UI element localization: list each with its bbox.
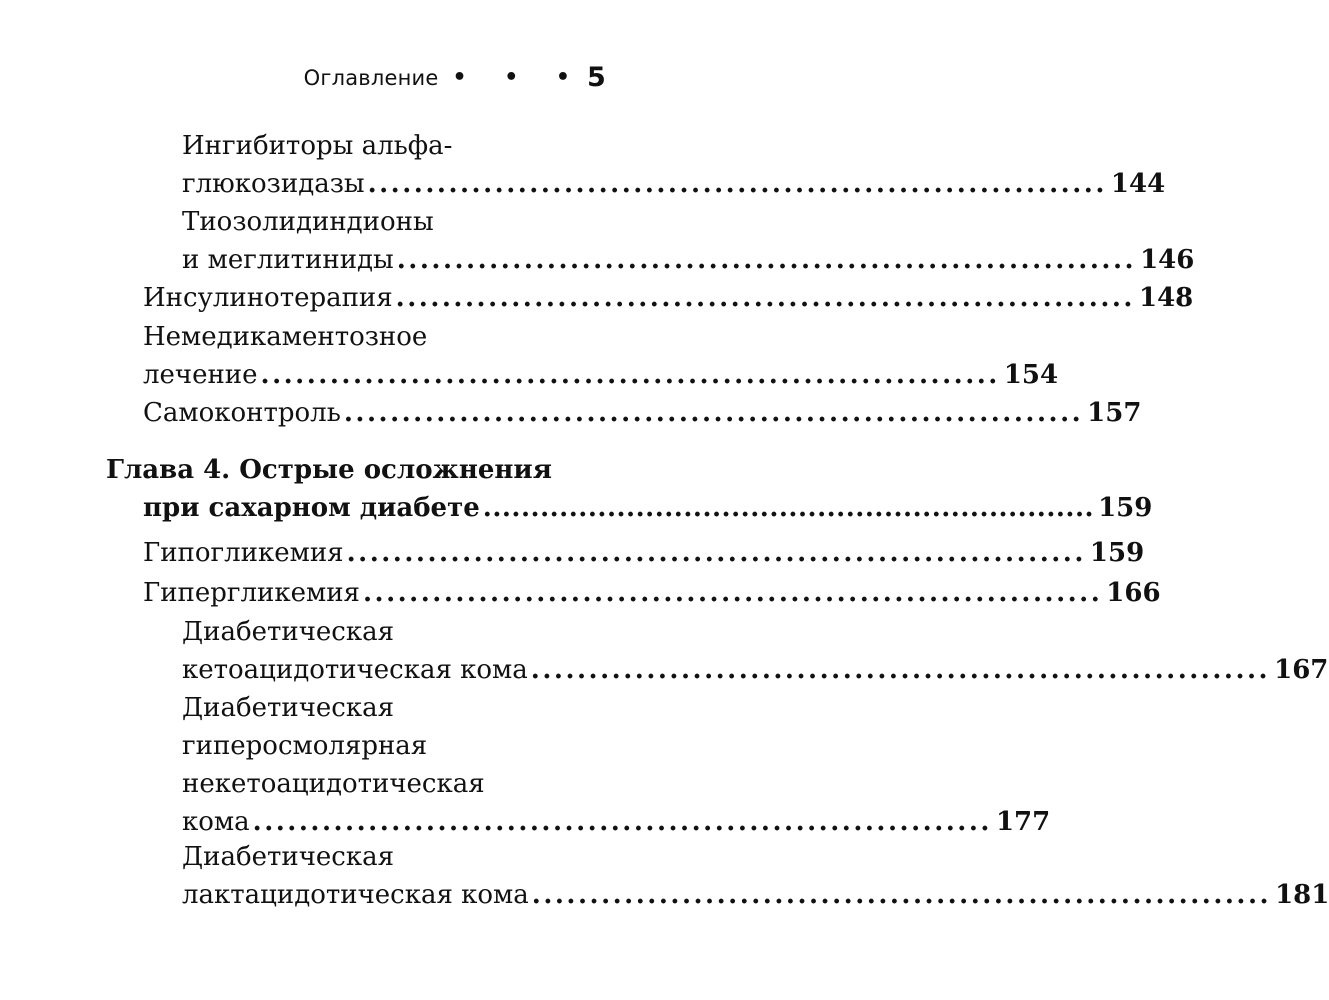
toc-entry-lactacidotic-coma bbox=[182, 838, 1329, 914]
toc-entry-title-line: Инсулинотерапия bbox=[143, 283, 393, 313]
toc-entry-hyperosmolar-coma bbox=[182, 689, 1051, 841]
toc-entry-title-line: Тиозолидиндионы bbox=[182, 207, 434, 237]
toc-entry-title-line: кома bbox=[182, 807, 250, 837]
toc-chapter-page: 159 bbox=[1098, 493, 1153, 523]
toc-entry-non-drug-treatment bbox=[143, 318, 1059, 394]
toc-entry-title-line: лактацидотическая кома bbox=[182, 880, 529, 910]
dot-leader: ................................................................ bbox=[252, 807, 992, 837]
dot-leader: ................................................................ bbox=[260, 360, 1000, 390]
toc-entry-title-line: Ингибиторы альфа- bbox=[182, 131, 453, 161]
dot-leader: ................................................................ bbox=[343, 398, 1084, 428]
toc-entry-self-control bbox=[143, 394, 1142, 432]
toc-entry-page: 167 bbox=[1274, 655, 1329, 685]
header-title: Оглавление bbox=[303, 65, 439, 90]
toc-entry-title-line: кетоацидотическая кома bbox=[182, 655, 528, 685]
toc-entry-insulin-therapy bbox=[143, 279, 1194, 317]
header-dots: • • • bbox=[452, 65, 585, 90]
toc-chapter-4 bbox=[106, 451, 1153, 527]
toc-entry-title-line: лечение bbox=[143, 360, 258, 390]
dot-leader: ................................................................ bbox=[367, 169, 1107, 199]
toc-entry-page: 181 bbox=[1275, 880, 1329, 910]
toc-entry-title-line: Гипергликемия bbox=[143, 578, 360, 608]
toc-entry-title-line: и меглитиниды bbox=[182, 245, 394, 275]
toc-entry-alpha-glucosidase bbox=[182, 127, 1166, 203]
toc-entry-page: 177 bbox=[995, 807, 1051, 837]
dot-leader: ................................................................ bbox=[346, 538, 1086, 568]
running-header bbox=[304, 62, 606, 93]
toc-entry-title-line: Самоконтроль bbox=[143, 398, 341, 428]
toc-entry-page: 157 bbox=[1087, 398, 1142, 428]
toc-entry-title-line: глюкозидазы bbox=[182, 169, 365, 199]
toc-entry-hypoglycemia bbox=[143, 534, 1145, 572]
toc-entry-page: 146 bbox=[1140, 245, 1195, 275]
dot-leader: ................................................................ bbox=[482, 493, 1095, 523]
toc-entry-title-line: Диабетическая bbox=[182, 842, 395, 872]
toc-entry-page: 148 bbox=[1138, 283, 1194, 313]
toc-entry-ketoacidotic-coma bbox=[182, 613, 1329, 689]
toc-entry-page: 154 bbox=[1003, 360, 1059, 390]
toc-entry-page: 166 bbox=[1106, 578, 1161, 608]
toc-entry-title-line: некетоацидотическая bbox=[182, 769, 485, 799]
toc-entry-title-line: Диабетическая bbox=[182, 617, 395, 647]
toc-entry-title-line: Диабетическая bbox=[182, 693, 395, 723]
toc-entry-title-line: гиперосмолярная bbox=[182, 731, 428, 761]
toc-chapter-title-line: Глава 4. Острые осложнения bbox=[106, 455, 552, 485]
toc-entry-title-line: Немедикаментозное bbox=[143, 322, 428, 352]
dot-leader: ................................................................ bbox=[395, 283, 1135, 313]
toc-entry-page: 159 bbox=[1089, 538, 1145, 568]
dot-leader: ................................................................ bbox=[396, 245, 1137, 275]
dot-leader: ................................................................ bbox=[531, 880, 1272, 910]
page-number: 5 bbox=[587, 62, 606, 93]
dot-leader: ................................................................ bbox=[362, 578, 1103, 608]
toc-entry-title-line: Гипогликемия bbox=[143, 538, 344, 568]
toc-entry-page: 144 bbox=[1110, 169, 1166, 199]
toc-entry-hyperglycemia bbox=[143, 574, 1161, 612]
toc-chapter-title-line: при сахарном диабете bbox=[143, 493, 480, 523]
toc-entry-thiazolidinediones bbox=[182, 203, 1195, 279]
dot-leader: ................................................................ bbox=[530, 655, 1271, 685]
